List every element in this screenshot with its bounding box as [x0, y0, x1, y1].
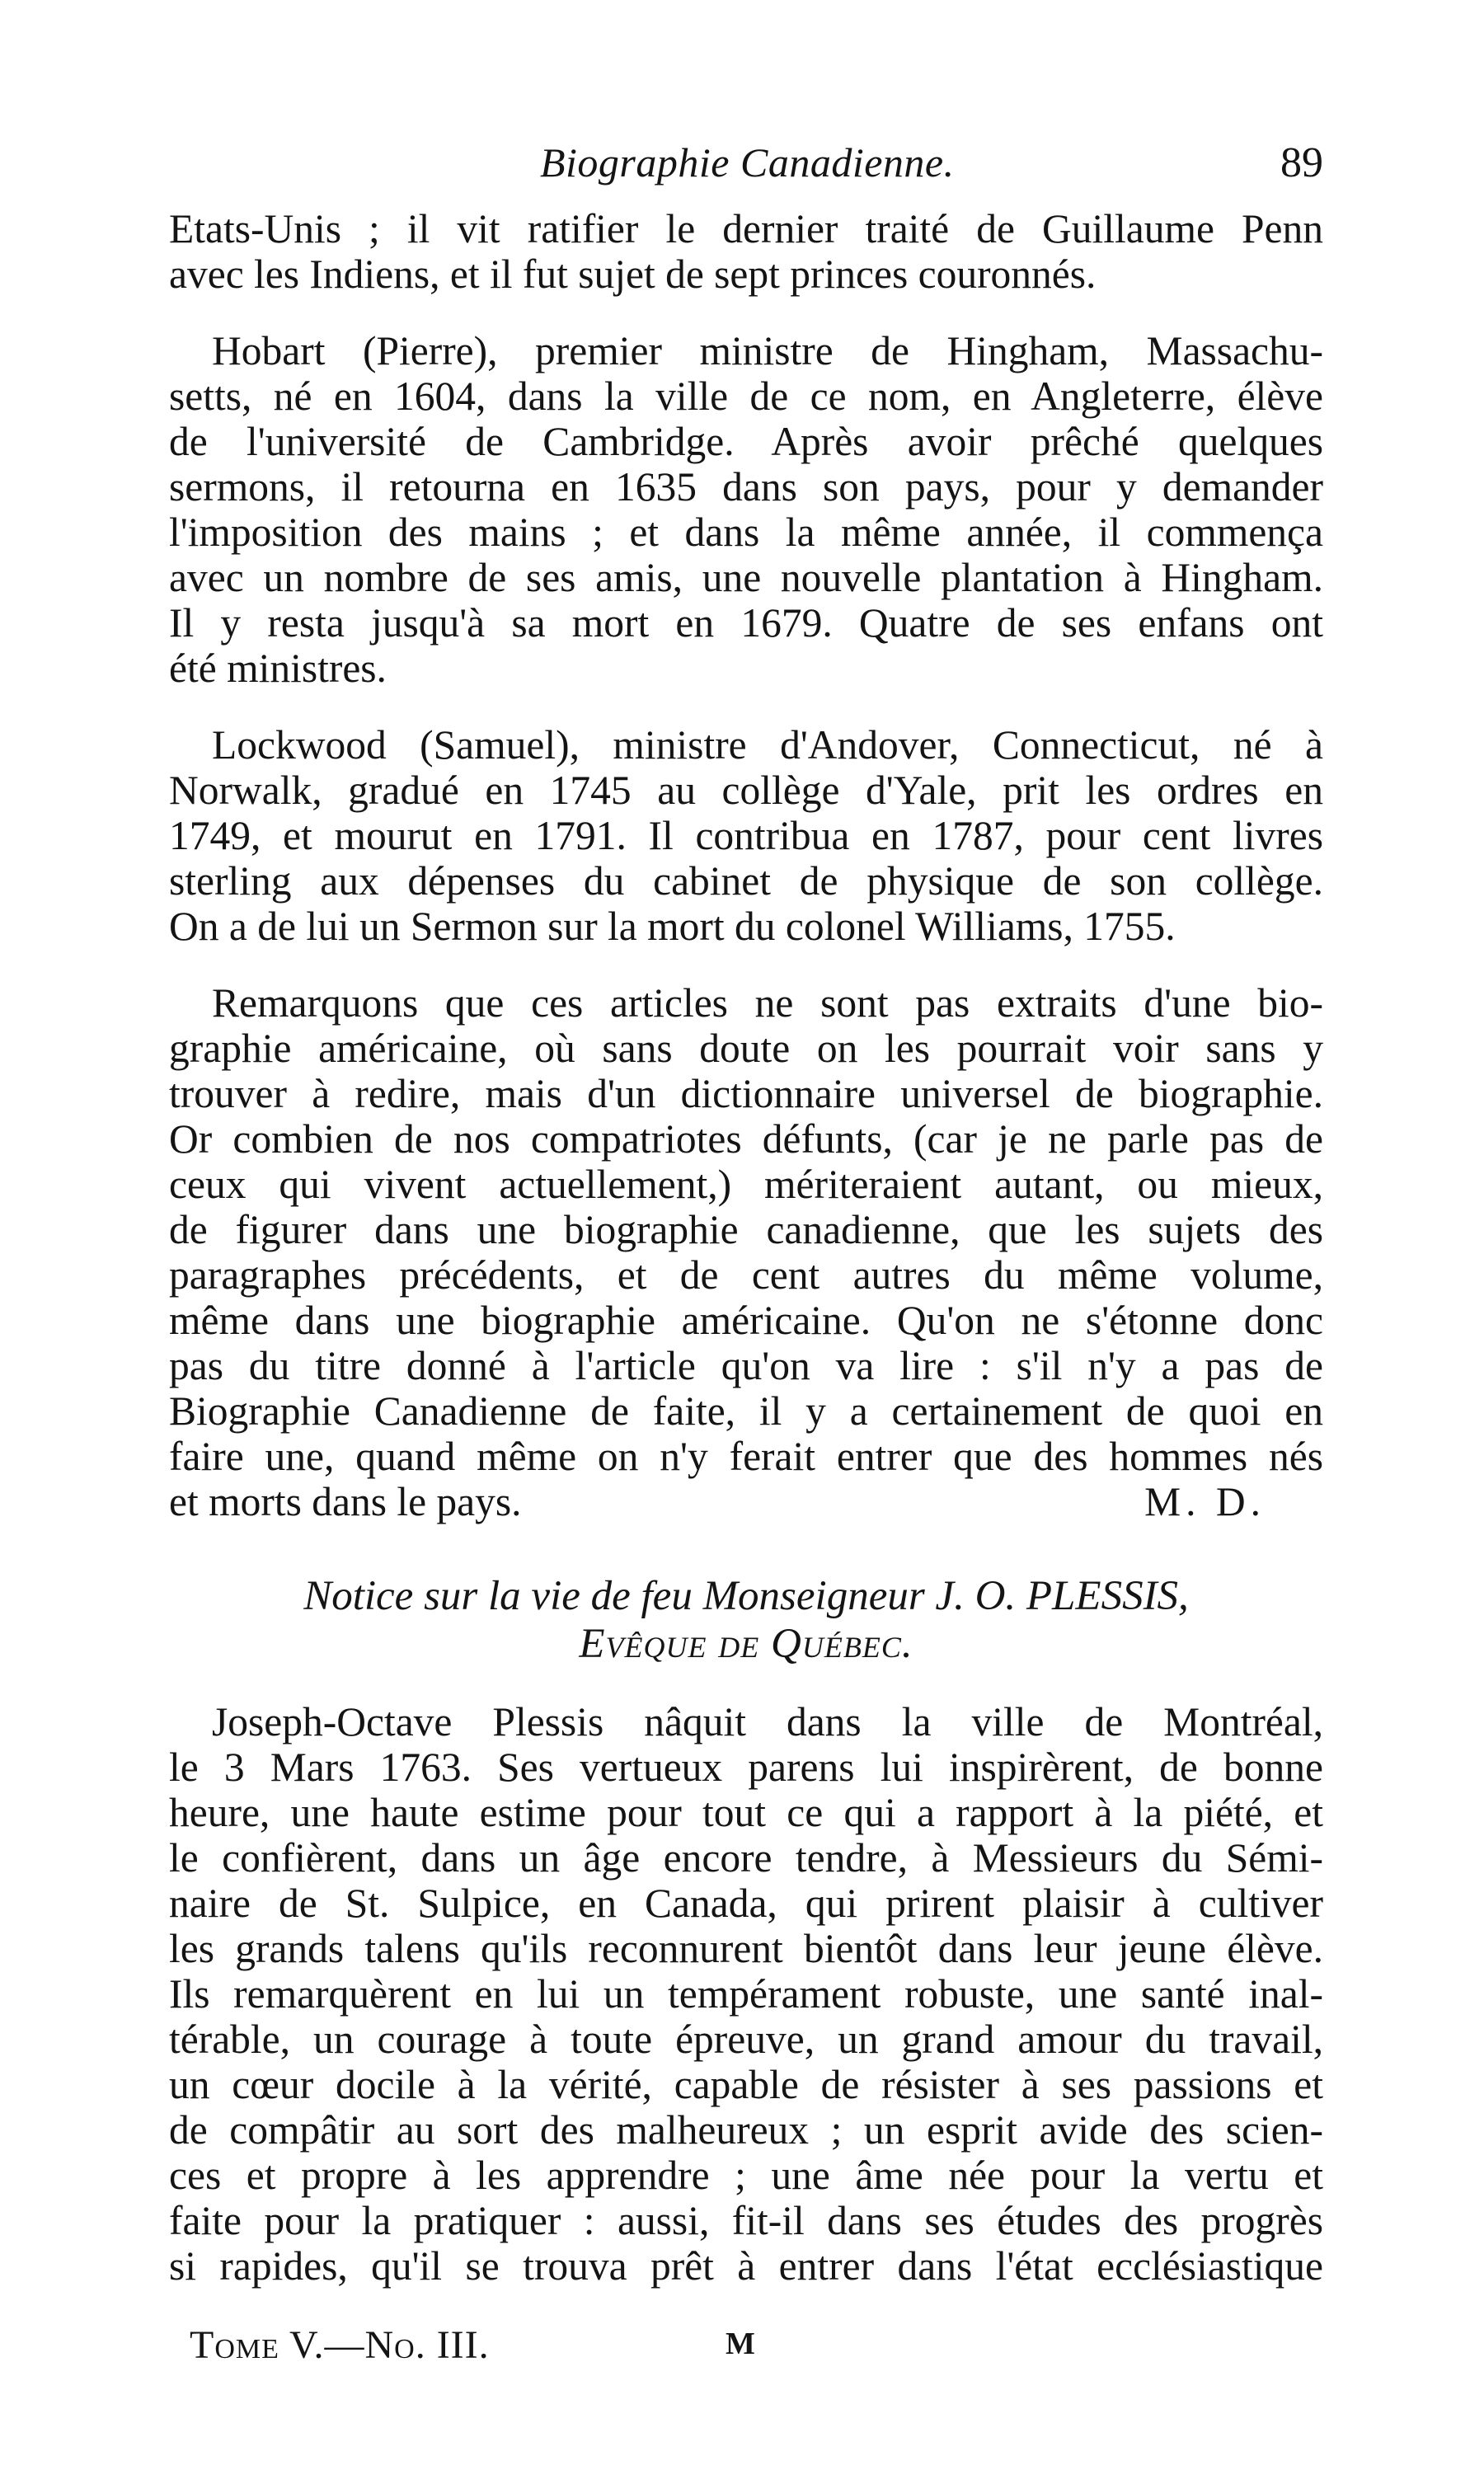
text-line: sermons, il retourna en 1635 dans son pays, pour y demander — [169, 464, 1323, 509]
page-footer — [190, 2322, 808, 2368]
text-line: et morts dans le pays. — [169, 1479, 522, 1524]
text-line: un cœur docile à la vérité, capable de résister à ses passions et — [169, 2062, 1323, 2107]
text-line: graphie américaine, où sans doute on les pourrait voir sans y — [169, 1026, 1323, 1071]
text-line: térable, un courage à toute épreuve, un grand amour du travail, — [169, 2017, 1323, 2062]
text-line: l'imposition des mains ; et dans la même année, il commença — [169, 509, 1323, 555]
text-line: Ils remarquèrent en lui un tempérament robuste, une santé inal- — [169, 1971, 1323, 2017]
text-line: les grands talens qu'ils reconnurent bientôt dans leur jeune élève. — [169, 1926, 1323, 1971]
text-line: été ministres. — [169, 646, 387, 691]
text-line: avec les Indiens, et il fut sujet de sept princes couronnés. — [169, 251, 1097, 297]
notice-title-line-1: Notice sur la vie de feu Monseigneur J. O. PLESSIS, — [303, 1573, 1189, 1619]
text-line: Hobart (Pierre), premier ministre de Hingham, Massachu- — [212, 328, 1323, 373]
text-line: sterling aux dépenses du cabinet de physique de son collège. — [169, 858, 1323, 904]
text-line: le confièrent, dans un âge encore tendre, à Messieurs du Sémi- — [169, 1835, 1323, 1881]
text-line: naire de St. Sulpice, en Canada, qui prirent plaisir à cultiver — [169, 1881, 1323, 1926]
page-header — [169, 139, 1323, 196]
body-text — [169, 206, 1323, 2289]
text-line: avec un nombre de ses amis, une nouvelle plantation à Hingham. — [169, 555, 1323, 600]
text-line: ceux qui vivent actuellement,) mériteraient autant, ou mieux, — [169, 1162, 1323, 1207]
text-line: de compâtir au sort des malheureux ; un esprit avide des scien- — [169, 2107, 1323, 2153]
text-line: Lockwood (Samuel), ministre d'Andover, Connecticut, né à — [212, 722, 1323, 768]
text-line: de figurer dans une biographie canadienne, que les sujets des — [169, 1207, 1323, 1252]
text-line: 1749, et mourut en 1791. Il contribua en 1787, pour cent livres — [169, 813, 1323, 858]
paragraph-penn — [169, 206, 1323, 297]
editorial-remark — [169, 980, 1323, 1524]
running-title: Biographie Canadienne. — [540, 139, 955, 185]
text-line: Etats-Unis ; il vit ratifier le dernier traité de Guillaume Penn — [169, 206, 1323, 251]
text-line: On a de lui un Sermon sur la mort du colonel Williams, 1755. — [169, 904, 1176, 949]
text-line: Il y resta jusqu'à sa mort en 1679. Quatre de ses enfans ont — [169, 600, 1323, 646]
page-number: 89 — [1280, 139, 1323, 186]
text-line: le 3 Mars 1763. Ses vertueux parens lui inspirèrent, de bonne — [169, 1744, 1323, 1790]
text-line: heure, une haute estime pour tout ce qui a rapport à la piété, et — [169, 1790, 1323, 1835]
text-line: pas du titre donné à l'article qu'on va lire : s'il n'y a pas de — [169, 1343, 1323, 1388]
notice-title — [169, 1572, 1323, 1668]
text-line: Norwalk, gradué en 1745 au collège d'Yale, prit les ordres en — [169, 768, 1323, 813]
text-line: faite pour la pratiquer : aussi, fit-il dans ses études des progrès — [169, 2198, 1323, 2243]
text-line: si rapides, qu'il se trouva prêt à entrer dans l'état ecclésiastique — [169, 2243, 1323, 2289]
text-line: paragraphes précédents, et de cent autres du même volume, — [169, 1252, 1323, 1298]
author-signature: M. D. — [1144, 1479, 1266, 1524]
text-line: setts, né en 1604, dans la ville de ce nom, en Angleterre, élève — [169, 373, 1323, 419]
volume-label: Tome V.—No. III. — [190, 2323, 490, 2367]
notice-title-line-2: Evêque de Québec. — [579, 1621, 913, 1667]
text-line: trouver à redire, mais d'un dictionnaire universel de biographie. — [169, 1071, 1323, 1116]
text-line: Joseph-Octave Plessis nâquit dans la ville de Montréal, — [212, 1699, 1323, 1744]
text-line: ces et propre à les apprendre ; une âme née pour la vertu et — [169, 2153, 1323, 2198]
text-line: faire une, quand même on n'y ferait entrer que des hommes nés — [169, 1434, 1323, 1479]
entry-hobart — [169, 328, 1323, 691]
text-line: Biographie Canadienne de faite, il y a certainement de quoi en — [169, 1388, 1323, 1434]
signature-line — [169, 1479, 1323, 1524]
text-line: Remarquons que ces articles ne sont pas extraits d'une bio- — [212, 980, 1323, 1026]
paragraph-plessis — [169, 1699, 1323, 2289]
text-line: de l'université de Cambridge. Après avoir prêché quelques — [169, 419, 1323, 464]
signature-mark: M — [726, 2327, 757, 2361]
entry-lockwood — [169, 722, 1323, 949]
text-line: même dans une biographie américaine. Qu'on ne s'étonne donc — [169, 1298, 1323, 1343]
text-line: Or combien de nos compatriotes défunts, (car je ne parle pas de — [169, 1116, 1323, 1162]
